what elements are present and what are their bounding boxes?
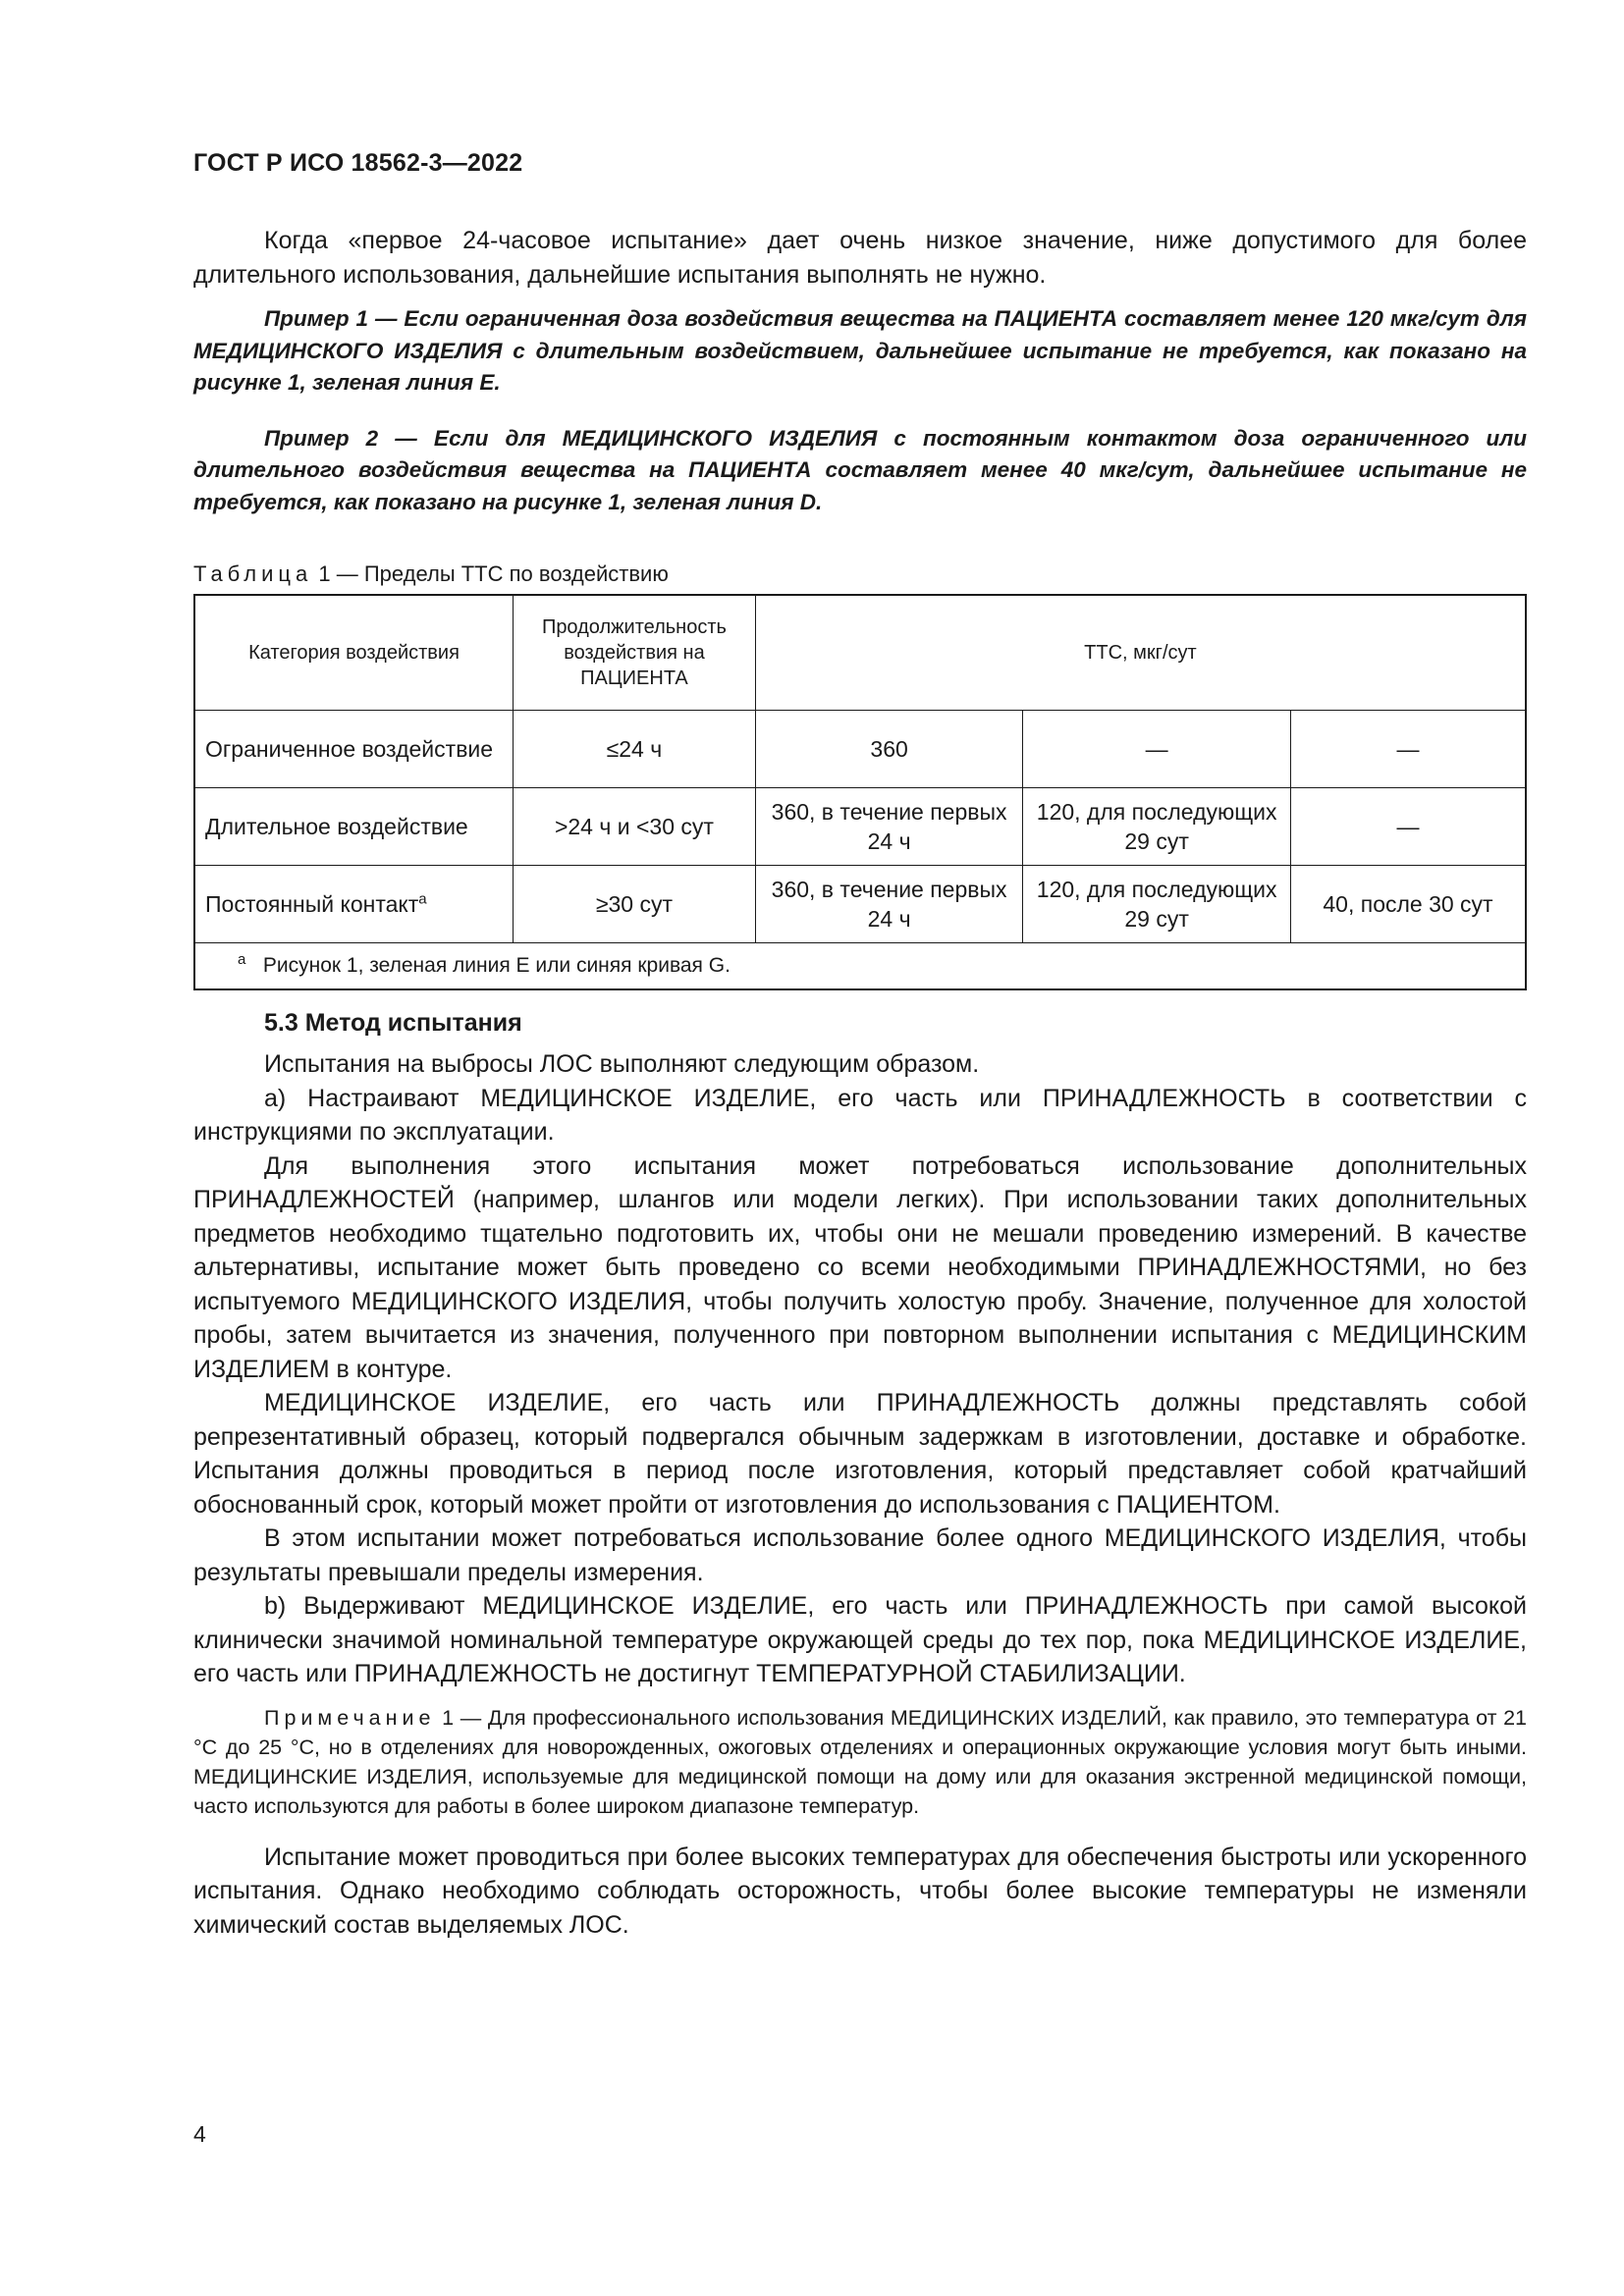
table-header-row — [194, 595, 1526, 711]
row-value-3: — — [1290, 711, 1526, 788]
ttc-limits-table — [193, 594, 1527, 990]
footnote-mark: a — [238, 951, 246, 968]
document-header: ГОСТ Р ИСО 18562-3—2022 — [193, 149, 523, 177]
note-1 — [193, 1703, 1527, 1821]
section-title: 5.3 Метод испытания — [264, 1009, 522, 1037]
section-paragraph: МЕДИЦИНСКОЕ ИЗДЕЛИЕ, его часть или ПРИНАДЛЕЖНОСТЬ должны представлять собой репрезентативный образец, который подвергался обычным задержкам в изготовлении, доставке и обработке. Испытания должны проводиться в период после изготовления, который представляет собой кратчайший обоснованный срок, который может пройти от изготовления до использования с ПАЦИЕНТОМ. — [193, 1389, 1527, 1519]
table-row — [194, 866, 1526, 943]
header-ttc: ТТС, мкг/сут — [755, 595, 1526, 711]
table-caption-word: Таблица — [193, 561, 313, 586]
section-paragraph: В этом испытании может потребоваться использование более одного МЕДИЦИНСКОГО ИЗДЕЛИЯ, чтобы результаты превышали пределы измерения. — [193, 1524, 1527, 1586]
row-duration: ≤24 ч — [514, 711, 756, 788]
page-content — [193, 224, 1527, 1942]
intro-paragraph: Когда «первое 24-часовое испытание» дает очень низкое значение, ниже допустимого для более длительного использования, дальнейшие испытания выполнять не нужно. — [193, 227, 1527, 289]
section-paragraph: a) Настраивают МЕДИЦИНСКОЕ ИЗДЕЛИЕ, его часть или ПРИНАДЛЕЖНОСТЬ в соответствии с инструкциями по эксплуатации. — [193, 1084, 1527, 1146]
example-1: Пример 1 — Если ограниченная доза воздействия вещества на ПАЦИЕНТА составляет менее 120 мкг/сут для МЕДИЦИНСКОГО ИЗДЕЛИЯ с длительным воздействием, дальнейшее испытание не требуется, как показано на рисунке 1, зеленая линия Е. — [193, 306, 1527, 395]
row-value-3: 40, после 30 сут — [1290, 866, 1526, 943]
page-number: 4 — [193, 2121, 206, 2147]
row-category-cell — [194, 866, 514, 943]
row-value-3: — — [1290, 788, 1526, 866]
table-row — [194, 788, 1526, 866]
footnote-ref: a — [418, 890, 427, 908]
row-category: Постоянный контакт — [205, 891, 419, 917]
row-value-1: 360 — [755, 711, 1022, 788]
row-duration: >24 ч и <30 сут — [514, 788, 756, 866]
header-category: Категория воздействия — [194, 595, 514, 711]
table-caption — [193, 560, 1527, 589]
table-footnote-cell — [194, 943, 1526, 990]
section-paragraph: Испытания на выбросы ЛОС выполняют следующим образом. — [264, 1050, 980, 1078]
note-text: 1 — Для профессионального использования МЕДИЦИНСКИХ ИЗДЕЛИЙ, как правило, это температура от 21 °С до 25 °С, но в отделениях для новорожденных, ожоговых отделениях и операционных окружающие условия могут быть иными. МЕДИЦИНСКИЕ ИЗДЕЛИЯ, используемые для медицинской помощи на дому или для оказания экстренной медицинской помощи, часто используются для работы в более широком диапазоне температур. — [193, 1705, 1527, 1818]
row-value-2: — — [1023, 711, 1291, 788]
row-value-2: 120, для последующих 29 сут — [1023, 788, 1291, 866]
example-2: Пример 2 — Если для МЕДИЦИНСКОГО ИЗДЕЛИЯ с постоянным контактом доза ограниченного или длительного воздействия вещества на ПАЦИЕНТА составляет менее 40 мкг/сут, дальнейшее испытание не требуется, как показано на рисунке 1, зеленая линия D. — [193, 425, 1527, 514]
row-duration: ≥30 сут — [514, 866, 756, 943]
row-category: Ограниченное воздействие — [194, 711, 514, 788]
section-paragraph: b) Выдерживают МЕДИЦИНСКОЕ ИЗДЕЛИЕ, его часть или ПРИНАДЛЕЖНОСТЬ при самой высокой клинически значимой номинальной температуре окружающей среды до тех пор, пока МЕДИЦИНСКОЕ ИЗДЕЛИЕ, его часть или ПРИНАДЛЕЖНОСТЬ не достигнут ТЕМПЕРАТУРНОЙ СТАБИЛИЗАЦИИ. — [193, 1592, 1527, 1687]
row-value-1: 360, в течение первых 24 ч — [755, 788, 1022, 866]
header-duration: Продолжительность воздействия на ПАЦИЕНТА — [514, 595, 756, 711]
note-word: Примечание — [264, 1705, 436, 1730]
table-caption-text: 1 — Пределы ТТС по воздействию — [312, 561, 669, 586]
row-category: Длительное воздействие — [194, 788, 514, 866]
section-paragraph: Для выполнения этого испытания может потребоваться использование дополнительных ПРИНАДЛЕЖНОСТЕЙ (например, шлангов или модели легких). При использовании таких дополнительных предметов необходимо тщательно подготовить их, чтобы они не мешали проведению измерений. В качестве альтернативы, испытание может быть проведено со всеми необходимыми ПРИНАДЛЕЖНОСТЯМИ, но без испытуемого МЕДИЦИНСКОГО ИЗДЕЛИЯ, чтобы получить холостую пробу. Значение, полученное для холостой пробы, затем вычитается из значения, полученного при повторном выполнении испытания с МЕДИЦИНСКИМ ИЗДЕЛИЕМ в контуре. — [193, 1151, 1527, 1383]
section-paragraph: Испытание может проводиться при более высоких температурах для обеспечения быстроты или ускоренного испытания. Однако необходимо соблюдать осторожность, чтобы более высокие температуры не изменяли химический состав выделяемых ЛОС. — [193, 1842, 1527, 1939]
row-value-1: 360, в течение первых 24 ч — [755, 866, 1022, 943]
table-row — [194, 711, 1526, 788]
table-footnote-row — [194, 943, 1526, 990]
row-value-2: 120, для последующих 29 сут — [1023, 866, 1291, 943]
table-footnote: Рисунок 1, зеленая линия Е или синяя кривая G. — [262, 954, 731, 977]
